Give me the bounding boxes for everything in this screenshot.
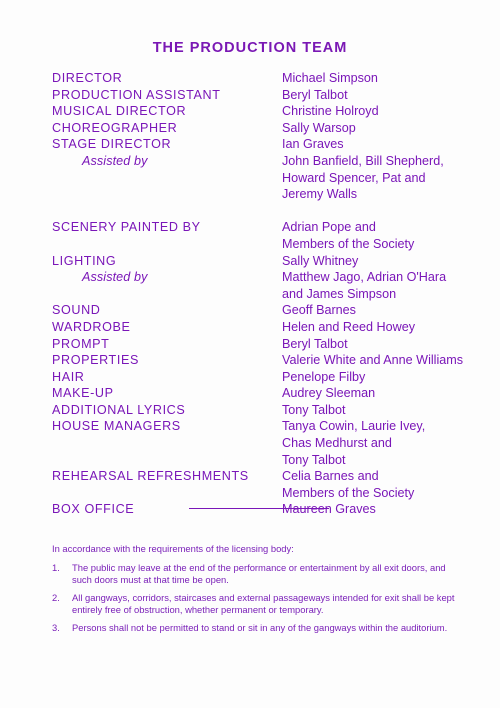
credit-name-line: Ian Graves	[282, 137, 344, 152]
credit-role: ADDITIONAL LYRICS	[52, 402, 186, 417]
notice-item	[52, 592, 468, 617]
credit-role: MAKE-UP	[52, 386, 114, 401]
credit-names	[282, 70, 472, 87]
credit-role: REHEARSAL REFRESHMENTS	[52, 469, 249, 484]
credit-row	[52, 302, 472, 319]
credit-row	[52, 501, 472, 518]
credit-row	[52, 336, 472, 353]
credit-row	[52, 269, 472, 302]
credit-name-line: Howard Spencer, Pat and	[282, 170, 426, 185]
credit-row	[52, 385, 472, 402]
notice-item-number: 2.	[52, 591, 60, 603]
notice-item-number: 3.	[52, 621, 60, 633]
notice-item	[52, 622, 468, 635]
credit-row	[52, 120, 472, 137]
notice-item-text: The public may leave at the end of the performance or entertainment by all exit doors, and such doors must at that time be open.	[72, 561, 446, 586]
credit-role: DIRECTOR	[52, 71, 123, 85]
credit-names	[282, 153, 472, 203]
notice-item	[52, 562, 468, 587]
credit-names	[282, 468, 472, 501]
credit-role: HAIR	[52, 369, 85, 384]
credit-row	[52, 468, 472, 501]
credit-role: SOUND	[52, 303, 101, 318]
credit-row	[52, 103, 472, 120]
divider-line	[189, 508, 329, 509]
credit-names	[282, 352, 472, 369]
credit-row	[52, 219, 472, 252]
credit-name-line	[282, 203, 472, 220]
credit-names	[282, 319, 472, 336]
credit-name-line: Audrey Sleeman	[282, 386, 376, 401]
licensing-notice	[52, 543, 468, 640]
credit-role: HOUSE MANAGERS	[52, 419, 181, 434]
credit-name-line: Valerie White and Anne Williams	[282, 353, 464, 368]
credit-role: PROPERTIES	[52, 353, 139, 368]
credit-names	[282, 120, 472, 137]
credit-row	[52, 402, 472, 419]
credit-name-line: Tanya Cowin, Laurie Ivey,	[282, 419, 426, 434]
credit-role: CHOREOGRAPHER	[52, 120, 178, 135]
credit-names	[282, 402, 472, 419]
credit-row	[52, 136, 472, 153]
credit-name-line: Michael Simpson	[282, 71, 378, 85]
credit-row	[52, 369, 472, 386]
credit-names	[282, 501, 472, 518]
credit-names	[282, 418, 472, 468]
credit-role: PROMPT	[52, 336, 110, 351]
credit-names	[282, 103, 472, 120]
credit-name-line: Sally Whitney	[282, 253, 359, 268]
credit-name-line: Jeremy Walls	[282, 187, 358, 202]
credit-names	[282, 87, 472, 104]
credit-name-line: Helen and Reed Howey	[282, 319, 416, 334]
credit-name-line: Beryl Talbot	[282, 336, 348, 351]
credit-names	[282, 336, 472, 353]
credit-row	[52, 418, 472, 468]
credit-name-line: Chas Medhurst and	[282, 436, 392, 451]
credit-names	[282, 369, 472, 386]
credit-name-line: and James Simpson	[282, 286, 397, 301]
credit-names	[282, 136, 472, 153]
credit-name-line: Celia Barnes and	[282, 469, 379, 484]
page-title: THE PRODUCTION TEAM	[152, 40, 348, 56]
credit-row	[52, 70, 472, 87]
credit-role: LIGHTING	[52, 253, 117, 268]
credit-row	[52, 153, 472, 203]
notice-item-text: All gangways, corridors, staircases and external passageways intended for exit shall be kept entirely free of obstruction, whether permanent or temporary.	[72, 591, 455, 616]
credit-name-line: Christine Holroyd	[282, 104, 379, 119]
credit-name-line: John Banfield, Bill Shepherd,	[282, 153, 444, 168]
credit-name-line: Sally Warsop	[282, 120, 356, 135]
credit-name-line: Matthew Jago, Adrian O'Hara	[282, 270, 447, 285]
credit-name-line: Penelope Filby	[282, 369, 366, 384]
credit-name-line: Members of the Society	[282, 485, 415, 500]
credit-name-line: Adrian Pope and	[282, 220, 376, 235]
credit-name-line: Tony Talbot	[282, 402, 346, 417]
credit-assist-label: Assisted by	[82, 153, 148, 168]
credit-assist-label: Assisted by	[82, 270, 148, 285]
credit-row	[52, 87, 472, 104]
credit-names	[282, 269, 472, 302]
credit-role: WARDROBE	[52, 319, 131, 334]
credit-names	[282, 253, 472, 270]
credit-names	[282, 385, 472, 402]
notice-item-number: 1.	[52, 561, 60, 573]
notice-item-text: Persons shall not be permitted to stand or sit in any of the gangways within the auditorium.	[72, 621, 448, 633]
credit-row	[52, 203, 472, 220]
credits-list	[52, 70, 472, 518]
credit-name-line: Tony Talbot	[282, 452, 346, 467]
notice-intro: In accordance with the requirements of the licensing body:	[52, 543, 294, 554]
credit-role: STAGE DIRECTOR	[52, 137, 172, 152]
credit-name-line: Geoff Barnes	[282, 303, 356, 318]
credit-role: BOX OFFICE	[52, 502, 135, 517]
credit-role: PRODUCTION ASSISTANT	[52, 87, 221, 102]
credit-role: MUSICAL DIRECTOR	[52, 104, 187, 119]
credit-role: SCENERY PAINTED BY	[52, 220, 201, 235]
credit-names	[282, 203, 472, 220]
credit-name-line: Members of the Society	[282, 236, 415, 251]
credit-row	[52, 319, 472, 336]
credit-names	[282, 219, 472, 252]
credit-row	[52, 352, 472, 369]
credit-name-line: Maureen Graves	[282, 502, 376, 517]
credit-name-line: Beryl Talbot	[282, 87, 348, 102]
credit-row	[52, 253, 472, 270]
credit-names	[282, 302, 472, 319]
